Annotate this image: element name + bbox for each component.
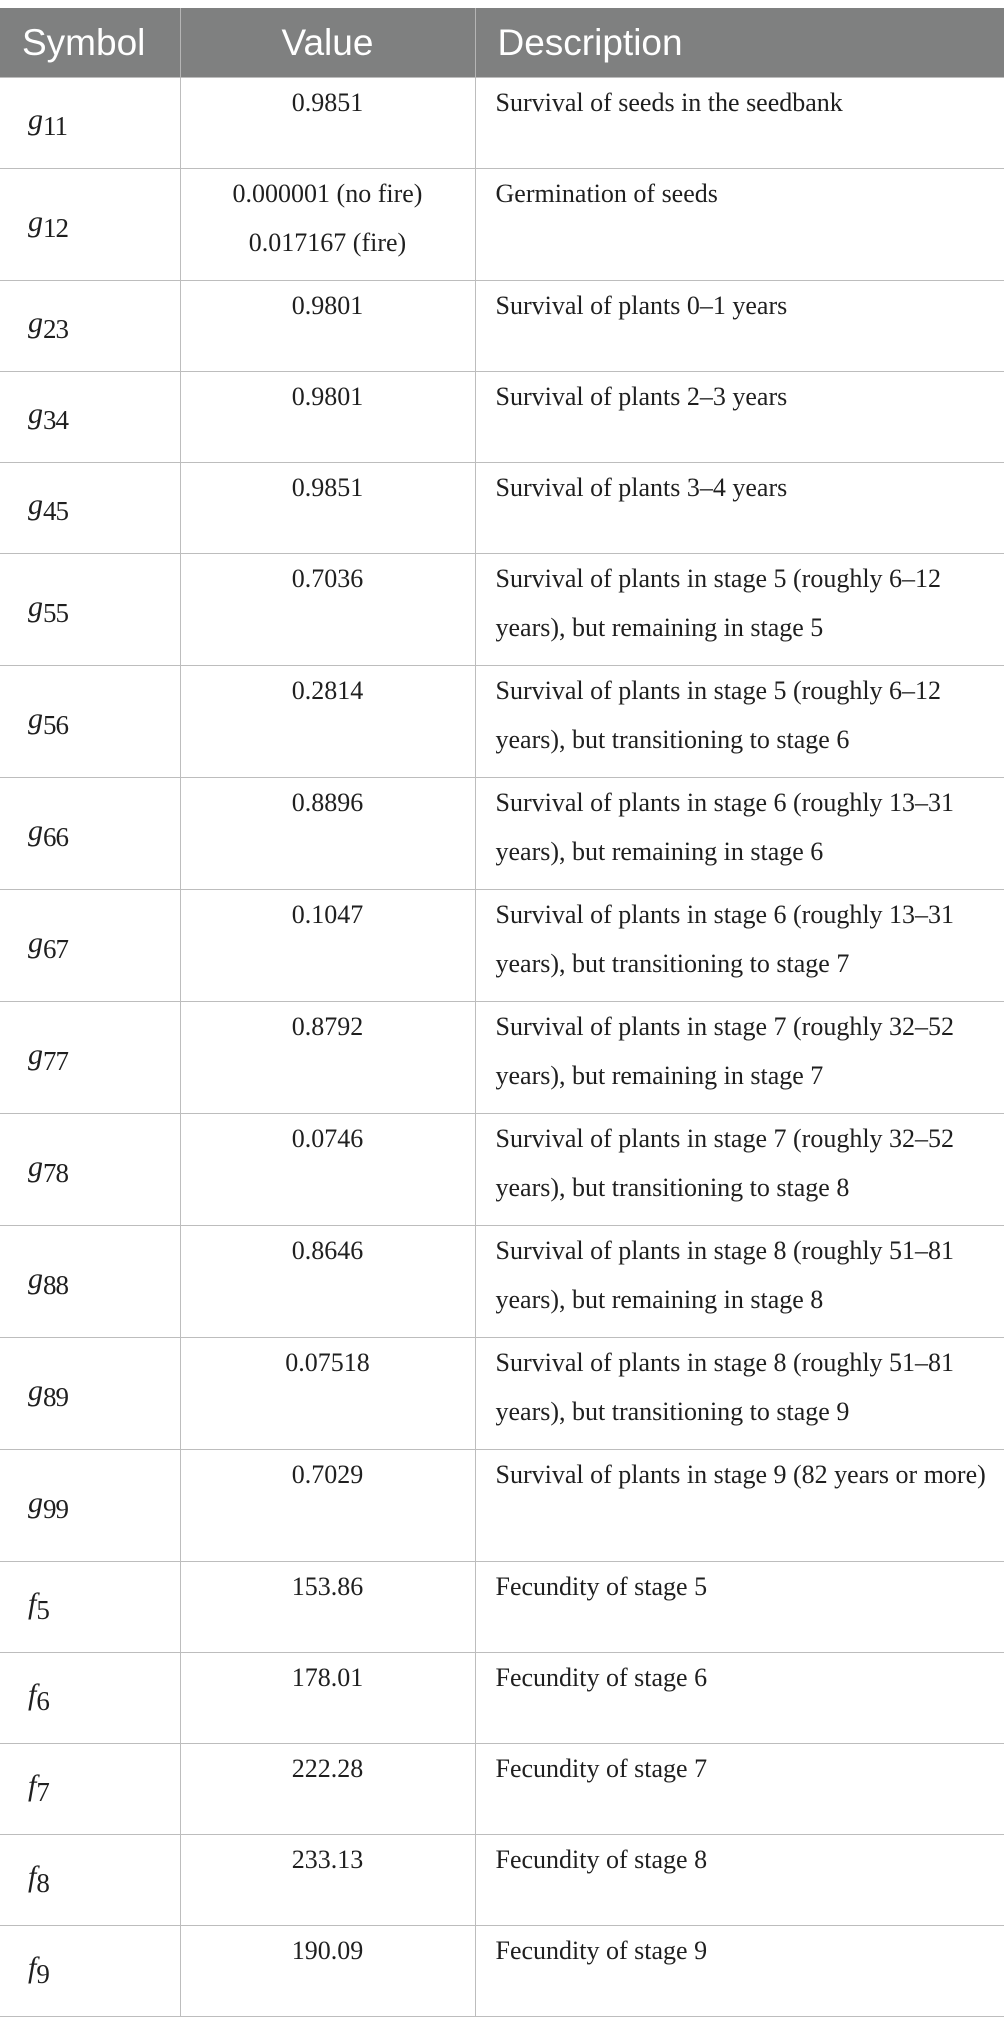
header-row bbox=[0, 8, 1004, 78]
value-text: 0.9801 bbox=[291, 382, 364, 411]
table-header bbox=[0, 8, 1004, 78]
table-row bbox=[0, 1835, 1004, 1926]
symbol-cell bbox=[0, 1653, 180, 1744]
symbol-subscript: 9 bbox=[36, 1959, 49, 1989]
symbol-letter: g bbox=[28, 306, 43, 339]
table-row bbox=[0, 1926, 1004, 2017]
value-text: 0.07518 bbox=[285, 1348, 370, 1377]
value-text: 0.2814 bbox=[291, 676, 364, 705]
symbol-subscript: 78 bbox=[43, 1157, 68, 1188]
description-cell: Survival of plants 3–4 years bbox=[475, 463, 1004, 554]
symbol-subscript: 11 bbox=[43, 111, 67, 141]
value-cell bbox=[180, 1744, 475, 1835]
symbol-letter: f bbox=[28, 1587, 37, 1620]
symbol-cell bbox=[0, 463, 180, 554]
description-cell: Fecundity of stage 5 bbox=[475, 1562, 1004, 1653]
symbol-subscript: 88 bbox=[43, 1269, 68, 1300]
table-row bbox=[0, 890, 1004, 1002]
table-row bbox=[0, 1653, 1004, 1744]
symbol-cell bbox=[0, 1226, 180, 1338]
symbol-letter: f bbox=[28, 1678, 37, 1711]
symbol-subscript: 66 bbox=[43, 821, 68, 852]
value-cell bbox=[180, 554, 475, 666]
symbol-cell bbox=[0, 1002, 180, 1114]
symbol-letter: g bbox=[28, 1149, 43, 1183]
value-cell bbox=[180, 778, 475, 890]
symbol-cell bbox=[0, 281, 180, 372]
symbol-subscript: 6 bbox=[36, 1686, 49, 1716]
value-text: 0.0746 bbox=[291, 1124, 364, 1153]
description-cell: Survival of plants 2–3 years bbox=[475, 372, 1004, 463]
symbol-cell bbox=[0, 554, 180, 666]
symbol-cell bbox=[0, 1926, 180, 2017]
value-text: 0.9851 bbox=[291, 88, 364, 117]
table-row bbox=[0, 554, 1004, 666]
symbol-cell bbox=[0, 1835, 180, 1926]
header-value: Value bbox=[180, 8, 475, 78]
symbol-letter: g bbox=[28, 1373, 43, 1407]
value-text: 0.7036 bbox=[291, 564, 364, 593]
description-cell: Survival of plants in stage 6 (roughly 13–31 years), but remaining in stage 6 bbox=[475, 778, 1004, 890]
symbol-subscript: 34 bbox=[43, 405, 68, 435]
table-row bbox=[0, 281, 1004, 372]
symbol-subscript: 5 bbox=[36, 1595, 49, 1625]
symbol-subscript: 23 bbox=[43, 314, 68, 344]
value-text: 0.1047 bbox=[291, 900, 364, 929]
value-text: 0.017167 (fire) bbox=[248, 228, 407, 257]
symbol-letter: g bbox=[28, 1037, 43, 1071]
symbol-letter: g bbox=[28, 1261, 43, 1295]
symbol-cell bbox=[0, 890, 180, 1002]
value-text: 233.13 bbox=[291, 1845, 364, 1874]
value-text: 190.09 bbox=[291, 1936, 364, 1965]
description-cell: Fecundity of stage 9 bbox=[475, 1926, 1004, 2017]
symbol-cell bbox=[0, 1450, 180, 1562]
symbol-subscript: 67 bbox=[43, 933, 68, 964]
value-cell bbox=[180, 169, 475, 281]
value-cell bbox=[180, 666, 475, 778]
symbol-letter: g bbox=[28, 589, 43, 623]
parameter-table bbox=[0, 8, 1004, 2017]
value-cell bbox=[180, 1226, 475, 1338]
table-row bbox=[0, 1562, 1004, 1653]
symbol-letter: g bbox=[28, 488, 43, 521]
description-cell: Fecundity of stage 8 bbox=[475, 1835, 1004, 1926]
symbol-cell bbox=[0, 666, 180, 778]
value-cell bbox=[180, 1835, 475, 1926]
description-cell: Fecundity of stage 6 bbox=[475, 1653, 1004, 1744]
table-row bbox=[0, 1450, 1004, 1562]
description-cell: Germination of seeds bbox=[475, 169, 1004, 281]
table-row bbox=[0, 1114, 1004, 1226]
value-cell bbox=[180, 78, 475, 169]
header-symbol: Symbol bbox=[0, 8, 180, 78]
symbol-cell bbox=[0, 78, 180, 169]
value-text: 222.28 bbox=[291, 1754, 364, 1783]
symbol-letter: f bbox=[28, 1860, 37, 1893]
description-cell: Survival of plants in stage 6 (roughly 13–31 years), but transitioning to stage 7 bbox=[475, 890, 1004, 1002]
table-row bbox=[0, 463, 1004, 554]
symbol-letter: g bbox=[28, 701, 43, 735]
value-text: 178.01 bbox=[291, 1663, 364, 1692]
symbol-cell bbox=[0, 1562, 180, 1653]
value-cell bbox=[180, 1338, 475, 1450]
value-cell bbox=[180, 1926, 475, 2017]
value-text: 0.9801 bbox=[291, 291, 364, 320]
description-cell: Survival of plants in stage 7 (roughly 32–52 years), but transitioning to stage 8 bbox=[475, 1114, 1004, 1226]
value-text: 0.8646 bbox=[291, 1236, 364, 1265]
value-text: 153.86 bbox=[291, 1572, 364, 1601]
table-row bbox=[0, 778, 1004, 890]
symbol-letter: g bbox=[28, 813, 43, 847]
value-text: 0.7029 bbox=[291, 1460, 364, 1489]
header-description: Description bbox=[475, 8, 1004, 78]
symbol-cell bbox=[0, 778, 180, 890]
description-cell: Survival of plants 0–1 years bbox=[475, 281, 1004, 372]
table-row bbox=[0, 666, 1004, 778]
value-text: 0.8792 bbox=[291, 1012, 364, 1041]
table-row bbox=[0, 169, 1004, 281]
symbol-subscript: 12 bbox=[43, 212, 68, 243]
symbol-cell bbox=[0, 1338, 180, 1450]
symbol-cell bbox=[0, 1744, 180, 1835]
table-container bbox=[0, 8, 1004, 2017]
symbol-subscript: 55 bbox=[43, 597, 68, 628]
description-cell: Survival of plants in stage 8 (roughly 51–81 years), but remaining in stage 8 bbox=[475, 1226, 1004, 1338]
description-cell: Fecundity of stage 7 bbox=[475, 1744, 1004, 1835]
value-cell bbox=[180, 1114, 475, 1226]
table-row bbox=[0, 1338, 1004, 1450]
value-text: 0.8896 bbox=[291, 788, 364, 817]
description-cell: Survival of plants in stage 7 (roughly 32–52 years), but remaining in stage 7 bbox=[475, 1002, 1004, 1114]
table-row bbox=[0, 1226, 1004, 1338]
symbol-subscript: 7 bbox=[36, 1777, 49, 1807]
symbol-subscript: 77 bbox=[43, 1045, 68, 1076]
symbol-subscript: 8 bbox=[36, 1868, 49, 1898]
symbol-subscript: 99 bbox=[43, 1493, 68, 1524]
table-row bbox=[0, 1002, 1004, 1114]
description-cell: Survival of seeds in the seedbank bbox=[475, 78, 1004, 169]
symbol-letter: g bbox=[28, 204, 43, 238]
symbol-letter: g bbox=[28, 397, 43, 430]
value-cell bbox=[180, 281, 475, 372]
description-cell: Survival of plants in stage 5 (roughly 6–12 years), but remaining in stage 5 bbox=[475, 554, 1004, 666]
table-row bbox=[0, 1744, 1004, 1835]
symbol-letter: g bbox=[28, 1485, 43, 1519]
value-cell bbox=[180, 1450, 475, 1562]
symbol-cell bbox=[0, 372, 180, 463]
value-cell bbox=[180, 1002, 475, 1114]
symbol-subscript: 56 bbox=[43, 709, 68, 740]
description-cell: Survival of plants in stage 9 (82 years or more) bbox=[475, 1450, 1004, 1562]
symbol-letter: f bbox=[28, 1951, 37, 1984]
table-row bbox=[0, 78, 1004, 169]
description-cell: Survival of plants in stage 5 (roughly 6–12 years), but transitioning to stage 6 bbox=[475, 666, 1004, 778]
value-text: 0.9851 bbox=[291, 473, 364, 502]
value-text: 0.000001 (no fire) bbox=[232, 179, 423, 208]
symbol-cell bbox=[0, 1114, 180, 1226]
value-cell bbox=[180, 890, 475, 1002]
symbol-letter: g bbox=[28, 103, 43, 136]
value-cell bbox=[180, 372, 475, 463]
symbol-letter: g bbox=[28, 925, 43, 959]
value-cell bbox=[180, 463, 475, 554]
description-cell: Survival of plants in stage 8 (roughly 51–81 years), but transitioning to stage 9 bbox=[475, 1338, 1004, 1450]
table-body bbox=[0, 78, 1004, 2017]
symbol-cell bbox=[0, 169, 180, 281]
symbol-letter: f bbox=[28, 1769, 37, 1802]
value-cell bbox=[180, 1562, 475, 1653]
symbol-subscript: 89 bbox=[43, 1381, 68, 1412]
symbol-subscript: 45 bbox=[43, 496, 68, 526]
value-cell bbox=[180, 1653, 475, 1744]
table-row bbox=[0, 372, 1004, 463]
